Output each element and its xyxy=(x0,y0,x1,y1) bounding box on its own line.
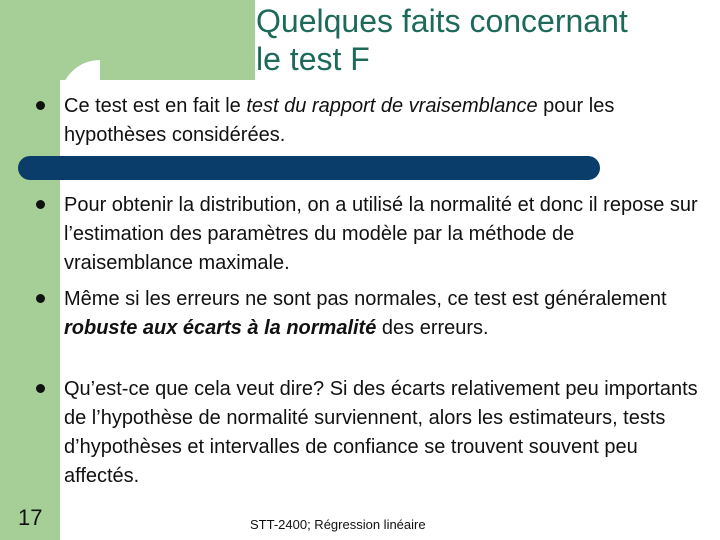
bullet-text: Qu’est-ce que cela veut dire? Si des écarts relativement peu importants de l’hypothèse de normalité surviennent, alors les estimateurs, tests d’hypothèses et intervalles de confiance se trouvent souvent peu affectés. xyxy=(64,378,698,487)
title-line-2: le test F xyxy=(256,41,370,77)
bullet-dot-icon xyxy=(36,384,45,393)
bullet-item-2 xyxy=(36,191,708,278)
title-background-band xyxy=(0,0,255,80)
bullet-text: Pour obtenir la distribution, on a utilisé la normalité et donc il repose sur l’estimation des paramètres du modèle par la méthode de vraisemblance maximale. xyxy=(64,194,698,274)
bullet-text xyxy=(64,92,708,150)
text-segment: pour les hypothèses considérées. xyxy=(64,95,615,146)
bullet-item-1 xyxy=(36,92,708,150)
text-segment: des erreurs. xyxy=(376,317,489,339)
divider-bar xyxy=(18,156,600,180)
slide-number: 17 xyxy=(18,505,43,530)
slide-title xyxy=(256,2,716,78)
bullet-dot-icon xyxy=(36,200,45,209)
strong-emphasis-text: robuste aux écarts à la normalité xyxy=(64,317,377,339)
text-segment: Même si les erreurs ne sont pas normales, ce test est généralement xyxy=(64,288,667,310)
bullet-text xyxy=(64,285,708,343)
bullet-dot-icon xyxy=(36,101,45,110)
bullet-item-4 xyxy=(36,375,708,491)
emphasis-text: test du rapport de vraisemblance xyxy=(246,95,538,117)
text-segment: Ce test est en fait le xyxy=(64,95,247,117)
title-line-1: Quelques faits concernant xyxy=(256,3,628,39)
bullet-item-3 xyxy=(36,285,708,343)
footer-text: STT-2400; Régression linéaire xyxy=(250,517,426,532)
bullet-dot-icon xyxy=(36,294,45,303)
